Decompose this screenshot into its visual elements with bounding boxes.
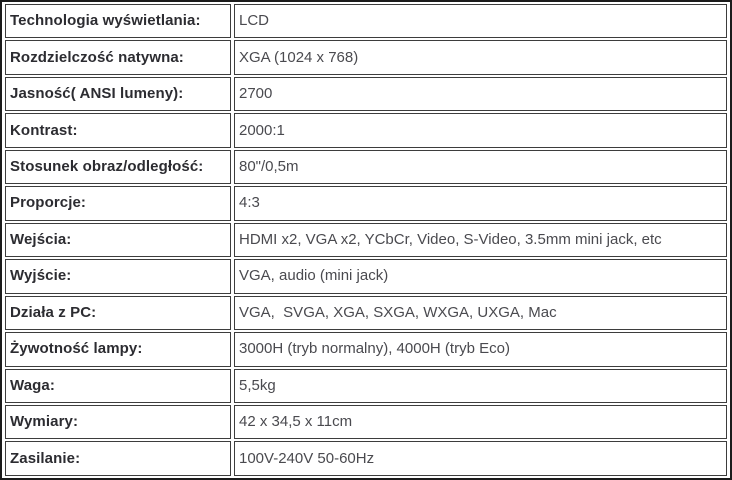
- spec-value-cell: 5,5kg: [234, 369, 727, 403]
- table-row: [5, 186, 727, 220]
- spec-value-cell: 4:3: [234, 186, 727, 220]
- spec-label-cell: Żywotność lampy:: [5, 332, 231, 366]
- spec-label-cell: Wejścia:: [5, 223, 231, 257]
- spec-value-cell: 42 x 34,5 x 11cm: [234, 405, 727, 439]
- spec-label-cell: Jasność( ANSI lumeny):: [5, 77, 231, 111]
- spec-label-cell: Zasilanie:: [5, 441, 231, 476]
- table-row: [5, 113, 727, 147]
- spec-value-cell: 100V-240V 50-60Hz: [234, 441, 727, 476]
- spec-value-cell: XGA (1024 x 768): [234, 40, 727, 74]
- spec-value-cell: 2000:1: [234, 113, 727, 147]
- table-row: [5, 405, 727, 439]
- spec-label-cell: Technologia wyświetlania:: [5, 4, 231, 38]
- table-row: [5, 441, 727, 476]
- spec-value-cell: VGA, audio (mini jack): [234, 259, 727, 293]
- spec-value-cell: LCD: [234, 4, 727, 38]
- spec-label-cell: Rozdzielczość natywna:: [5, 40, 231, 74]
- spec-label-cell: Proporcje:: [5, 186, 231, 220]
- table-row: [5, 259, 727, 293]
- table-row: [5, 369, 727, 403]
- spec-value-cell: 2700: [234, 77, 727, 111]
- table-row: [5, 332, 727, 366]
- table-row: [5, 296, 727, 330]
- table-row: [5, 4, 727, 38]
- spec-value-cell: 80"/0,5m: [234, 150, 727, 184]
- spec-value-cell: 3000H (tryb normalny), 4000H (tryb Eco): [234, 332, 727, 366]
- spec-label-cell: Wyjście:: [5, 259, 231, 293]
- spec-label-cell: Kontrast:: [5, 113, 231, 147]
- spec-value-cell: HDMI x2, VGA x2, YCbCr, Video, S-Video, 3.5mm mini jack, etc: [234, 223, 727, 257]
- table-row: [5, 223, 727, 257]
- spec-table-body: [5, 4, 727, 476]
- spec-value-cell: VGA, SVGA, XGA, SXGA, WXGA, UXGA, Mac: [234, 296, 727, 330]
- spec-label-cell: Waga:: [5, 369, 231, 403]
- table-row: [5, 40, 727, 74]
- spec-label-cell: Stosunek obraz/odległość:: [5, 150, 231, 184]
- spec-label-cell: Wymiary:: [5, 405, 231, 439]
- table-row: [5, 77, 727, 111]
- spec-label-cell: Działa z PC:: [5, 296, 231, 330]
- table-row: [5, 150, 727, 184]
